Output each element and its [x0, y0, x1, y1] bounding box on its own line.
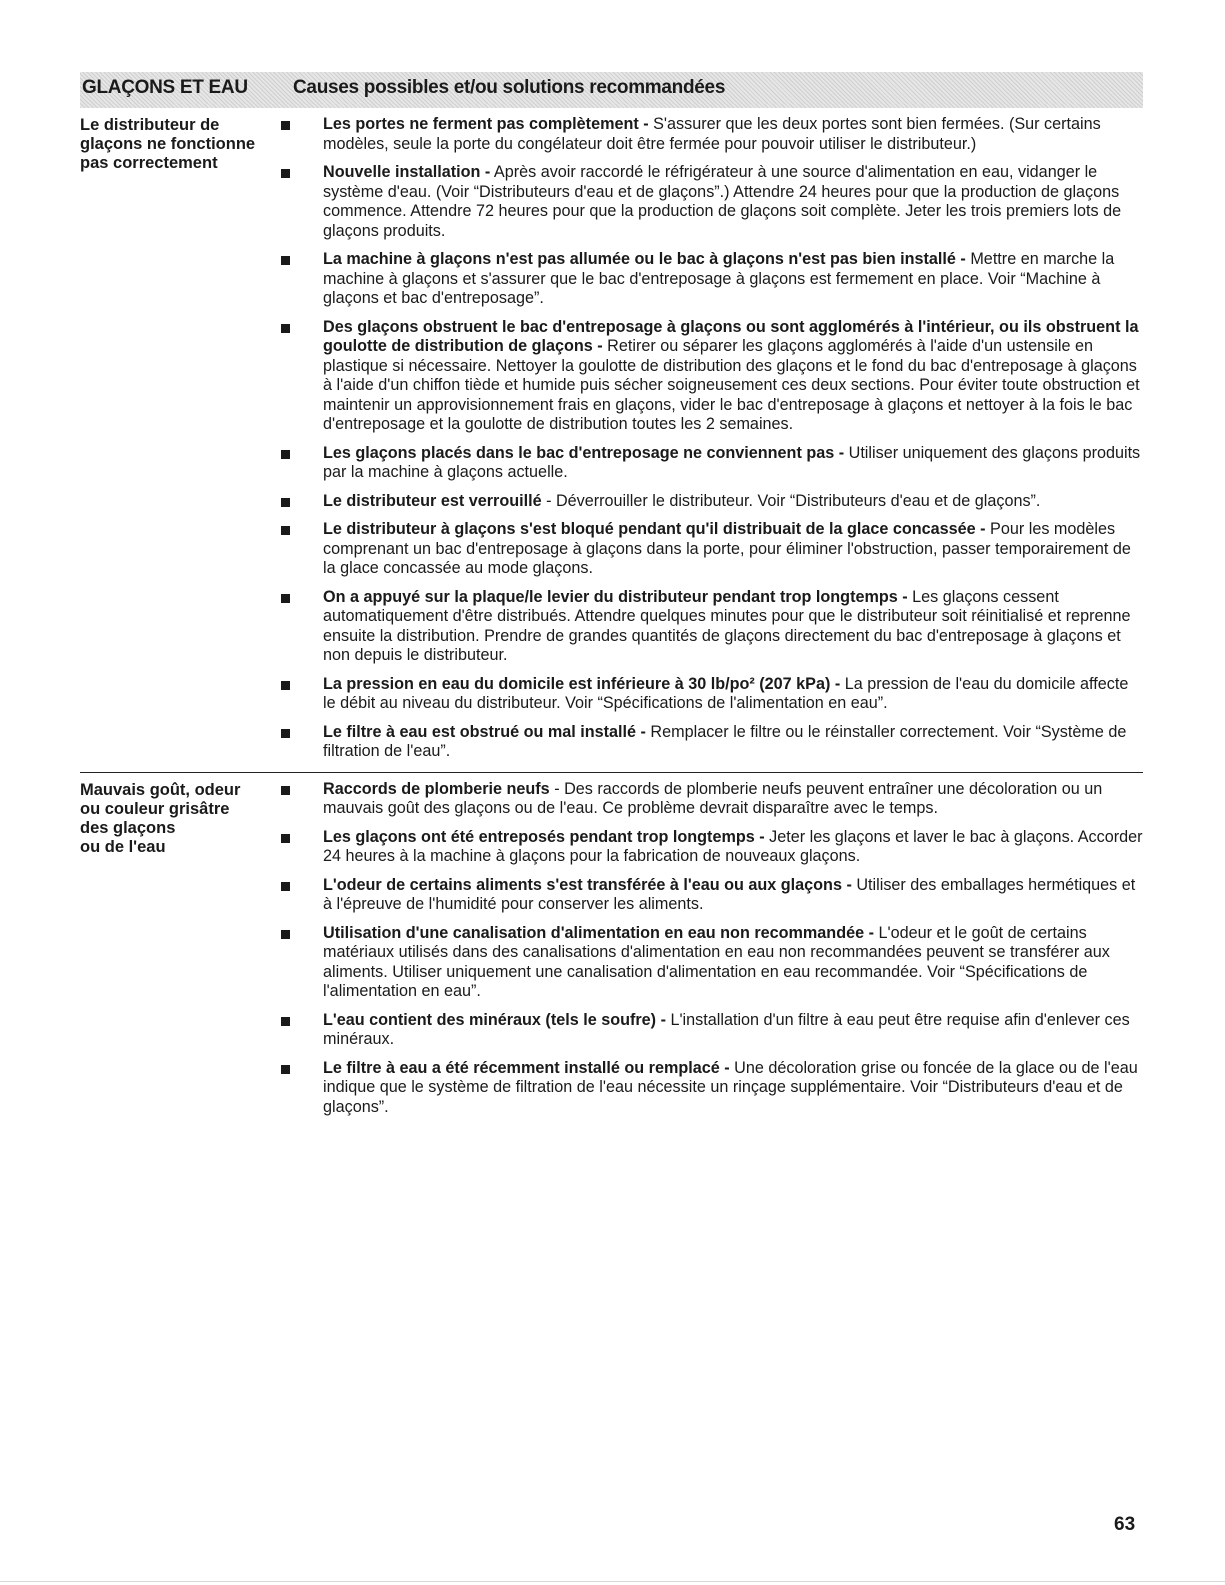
problem-label	[80, 773, 280, 1128]
problem-label-line: Mauvais goût, odeur	[80, 780, 241, 799]
solution-text: Après avoir raccordé le réfrigérateur à une source d'alimentation en eau, vidanger le système d'eau. (Voir “Distributeurs d'eau et de glaçons”.) Attendre 24 heures pour que la production de glaçons commence. Attendre 72 heures pour que la production de glaçons soit complète. Jeter les trois premiers lots de glaçons produits.	[323, 163, 1122, 240]
solution-text: La pression de l'eau du domicile affecte le débit au niveau du distributeur. Voir “Spécifications de l'alimentation en eau”.	[323, 674, 1129, 712]
list-item	[280, 250, 1143, 309]
solution-text: Utiliser des emballages hermétiques et à l'épreuve de l'humidité pour conserver les aliments.	[323, 875, 1136, 913]
square-bullet-icon	[281, 526, 290, 535]
square-bullet-icon	[281, 256, 290, 265]
solution-text: Une décoloration grise ou foncée de la glace ou de l'eau indique que le système de filtration de l'eau nécessite un rinçage supplémentaire. Voir “Distributeurs d'eau et de glaçons”.	[323, 1058, 1138, 1116]
solution-text: S'assurer que les deux portes sont bien fermées. (Sur certains modèles, seule la porte du congélateur doit être fermée pour pouvoir utiliser le distributeur.)	[323, 115, 1101, 153]
solution-text: L'odeur et le goût de certains matériaux utilisés dans des canalisations d'alimentation en eau non recommandées peuvent se transférer aux aliments. Utiliser uniquement une canalisation d'alimentation en eau recommandée. Voir “Spécifications de l'alimentation en eau”.	[323, 923, 1110, 1000]
list-item	[280, 588, 1143, 666]
cause-title: La machine à glaçons n'est pas allumée ou le bac à glaçons n'est pas bien installé -	[323, 250, 966, 268]
list-item	[280, 924, 1143, 1002]
problem-label	[80, 108, 280, 772]
square-bullet-icon	[281, 729, 290, 738]
square-bullet-icon	[281, 786, 290, 795]
cause-title: Des glaçons obstruent le bac d'entreposage à glaçons ou sont agglomérés à l'intérieur, ou ils obstruent la goulotte de distribution de glaçons -	[323, 317, 1139, 355]
cause-title: La pression en eau du domicile est inférieure à 30 lb/po² (207 kPa) -	[323, 674, 841, 693]
cause-title: Le filtre à eau est obstrué ou mal installé -	[323, 722, 646, 741]
cause-title: Les glaçons placés dans le bac d'entreposage ne conviennent pas -	[323, 443, 845, 462]
list-item	[280, 828, 1143, 867]
cause-title: Le distributeur est verrouillé	[323, 491, 542, 510]
list-item	[280, 1011, 1143, 1050]
causes-heading: Causes possibles et/ou solutions recommandées	[293, 77, 726, 98]
table-header	[80, 72, 1143, 104]
list-item	[280, 1059, 1143, 1118]
solution-text: Remplacer le filtre ou le réinstaller correctement. Voir “Système de filtration de l'eau”.	[323, 722, 1127, 760]
list-item	[280, 163, 1143, 241]
solutions-list	[280, 773, 1143, 1128]
problem-label-line: ou couleur grisâtre	[80, 799, 230, 818]
square-bullet-icon	[281, 1065, 290, 1074]
list-item	[280, 520, 1143, 579]
cause-title: Les portes ne ferment pas complètement -	[323, 115, 649, 133]
troubleshooting-table	[80, 72, 1143, 1127]
square-bullet-icon	[281, 681, 290, 690]
square-bullet-icon	[281, 450, 290, 459]
solution-text: Utiliser uniquement des glaçons produits par la machine à glaçons actuelle.	[323, 443, 1141, 481]
solution-text: Les glaçons cessent automatiquement d'être distribués. Attendre quelques minutes pour que le distributeur soit réinitialisé et reprenne ensuite la distribution. Prendre de grandes quantités de glaçons directement du bac d'entreposage à glaçons et non depuis le distributeur.	[323, 587, 1131, 664]
list-item	[280, 492, 1143, 512]
square-bullet-icon	[281, 324, 290, 333]
square-bullet-icon	[281, 882, 290, 891]
problem-label-line: ou de l'eau	[80, 837, 166, 856]
page-number: 63	[1114, 1514, 1136, 1535]
solution-text: L'installation d'un filtre à eau peut être requise afin d'enlever ces minéraux.	[323, 1010, 1130, 1048]
square-bullet-icon	[281, 169, 290, 178]
list-item	[280, 318, 1143, 435]
solution-text: - Déverrouiller le distributeur. Voir “Distributeurs d'eau et de glaçons”.	[541, 491, 1041, 510]
square-bullet-icon	[281, 594, 290, 603]
list-item	[280, 780, 1143, 819]
cause-title: L'eau contient des minéraux (tels le soufre) -	[323, 1010, 666, 1029]
square-bullet-icon	[281, 121, 290, 130]
cause-title: Nouvelle installation -	[323, 163, 491, 181]
cause-title: Les glaçons ont été entreposés pendant trop longtemps -	[323, 827, 765, 846]
list-item	[280, 723, 1143, 762]
square-bullet-icon	[281, 834, 290, 843]
table-body	[80, 108, 1143, 1127]
problem-label-line: pas correctement	[80, 154, 218, 172]
solutions-list	[280, 108, 1143, 772]
list-item	[280, 444, 1143, 483]
cause-title: On a appuyé sur la plaque/le levier du distributeur pendant trop longtemps -	[323, 587, 908, 606]
problem-label-line: glaçons ne fonctionne	[80, 135, 256, 153]
cause-title: Utilisation d'une canalisation d'alimentation en eau non recommandée -	[323, 923, 874, 942]
list-item	[280, 876, 1143, 915]
solution-text: Jeter les glaçons et laver le bac à glaçons. Accorder 24 heures à la machine à glaçons pour la fabrication de nouveaux glaçons.	[323, 827, 1143, 865]
square-bullet-icon	[281, 1017, 290, 1026]
problem-label-line: Le distributeur de	[80, 116, 220, 134]
problem-label-line: des glaçons	[80, 818, 176, 837]
table-row	[80, 108, 1143, 772]
list-item	[280, 675, 1143, 714]
list-item	[280, 115, 1143, 154]
table-row	[80, 772, 1143, 1128]
category-heading: GLAÇONS ET EAU	[82, 77, 248, 98]
solution-text: Pour les modèles comprenant un bac d'entreposage à glaçons dans la porte, pour éliminer l'obstruction, passer temporairement de la glace concassée au mode glaçons.	[323, 520, 1131, 577]
square-bullet-icon	[281, 498, 290, 507]
cause-title: L'odeur de certains aliments s'est transférée à l'eau ou aux glaçons -	[323, 875, 852, 894]
cause-title: Raccords de plomberie neufs	[323, 779, 550, 798]
solution-text: Mettre en marche la machine à glaçons et s'assurer que le bac d'entreposage à glaçons est fermement en place. Voir “Machine à glaçons et bac d'entreposage”.	[323, 250, 1115, 307]
cause-title: Le distributeur à glaçons s'est bloqué pendant qu'il distribuait de la glace concassée -	[323, 520, 986, 538]
solution-text: Retirer ou séparer les glaçons agglomérés à l'aide d'un ustensile en plastique si nécessaire. Nettoyer la goulotte de distribution des glaçons et le fond du bac d'entreposage à glaçons à l'aide d'un chiffon tiède et humide puis sécher soigneusement ces deux sections. Pour éviter toute obstruction et maintenir un approvisionnement frais en glaçons, vider le bac d'entreposage à glaçons et nettoyer à la fois le bac d'entreposage et la goulotte de distribution toutes les 2 semaines.	[323, 337, 1140, 433]
cause-title: Le filtre à eau a été récemment installé ou remplacé -	[323, 1058, 730, 1077]
solution-text: - Des raccords de plomberie neufs peuvent entraîner une décoloration ou un mauvais goût des glaçons ou de l'eau. Ce problème devrait disparaître avec le temps.	[323, 779, 1103, 817]
square-bullet-icon	[281, 930, 290, 939]
footer-rule	[0, 1581, 1225, 1582]
